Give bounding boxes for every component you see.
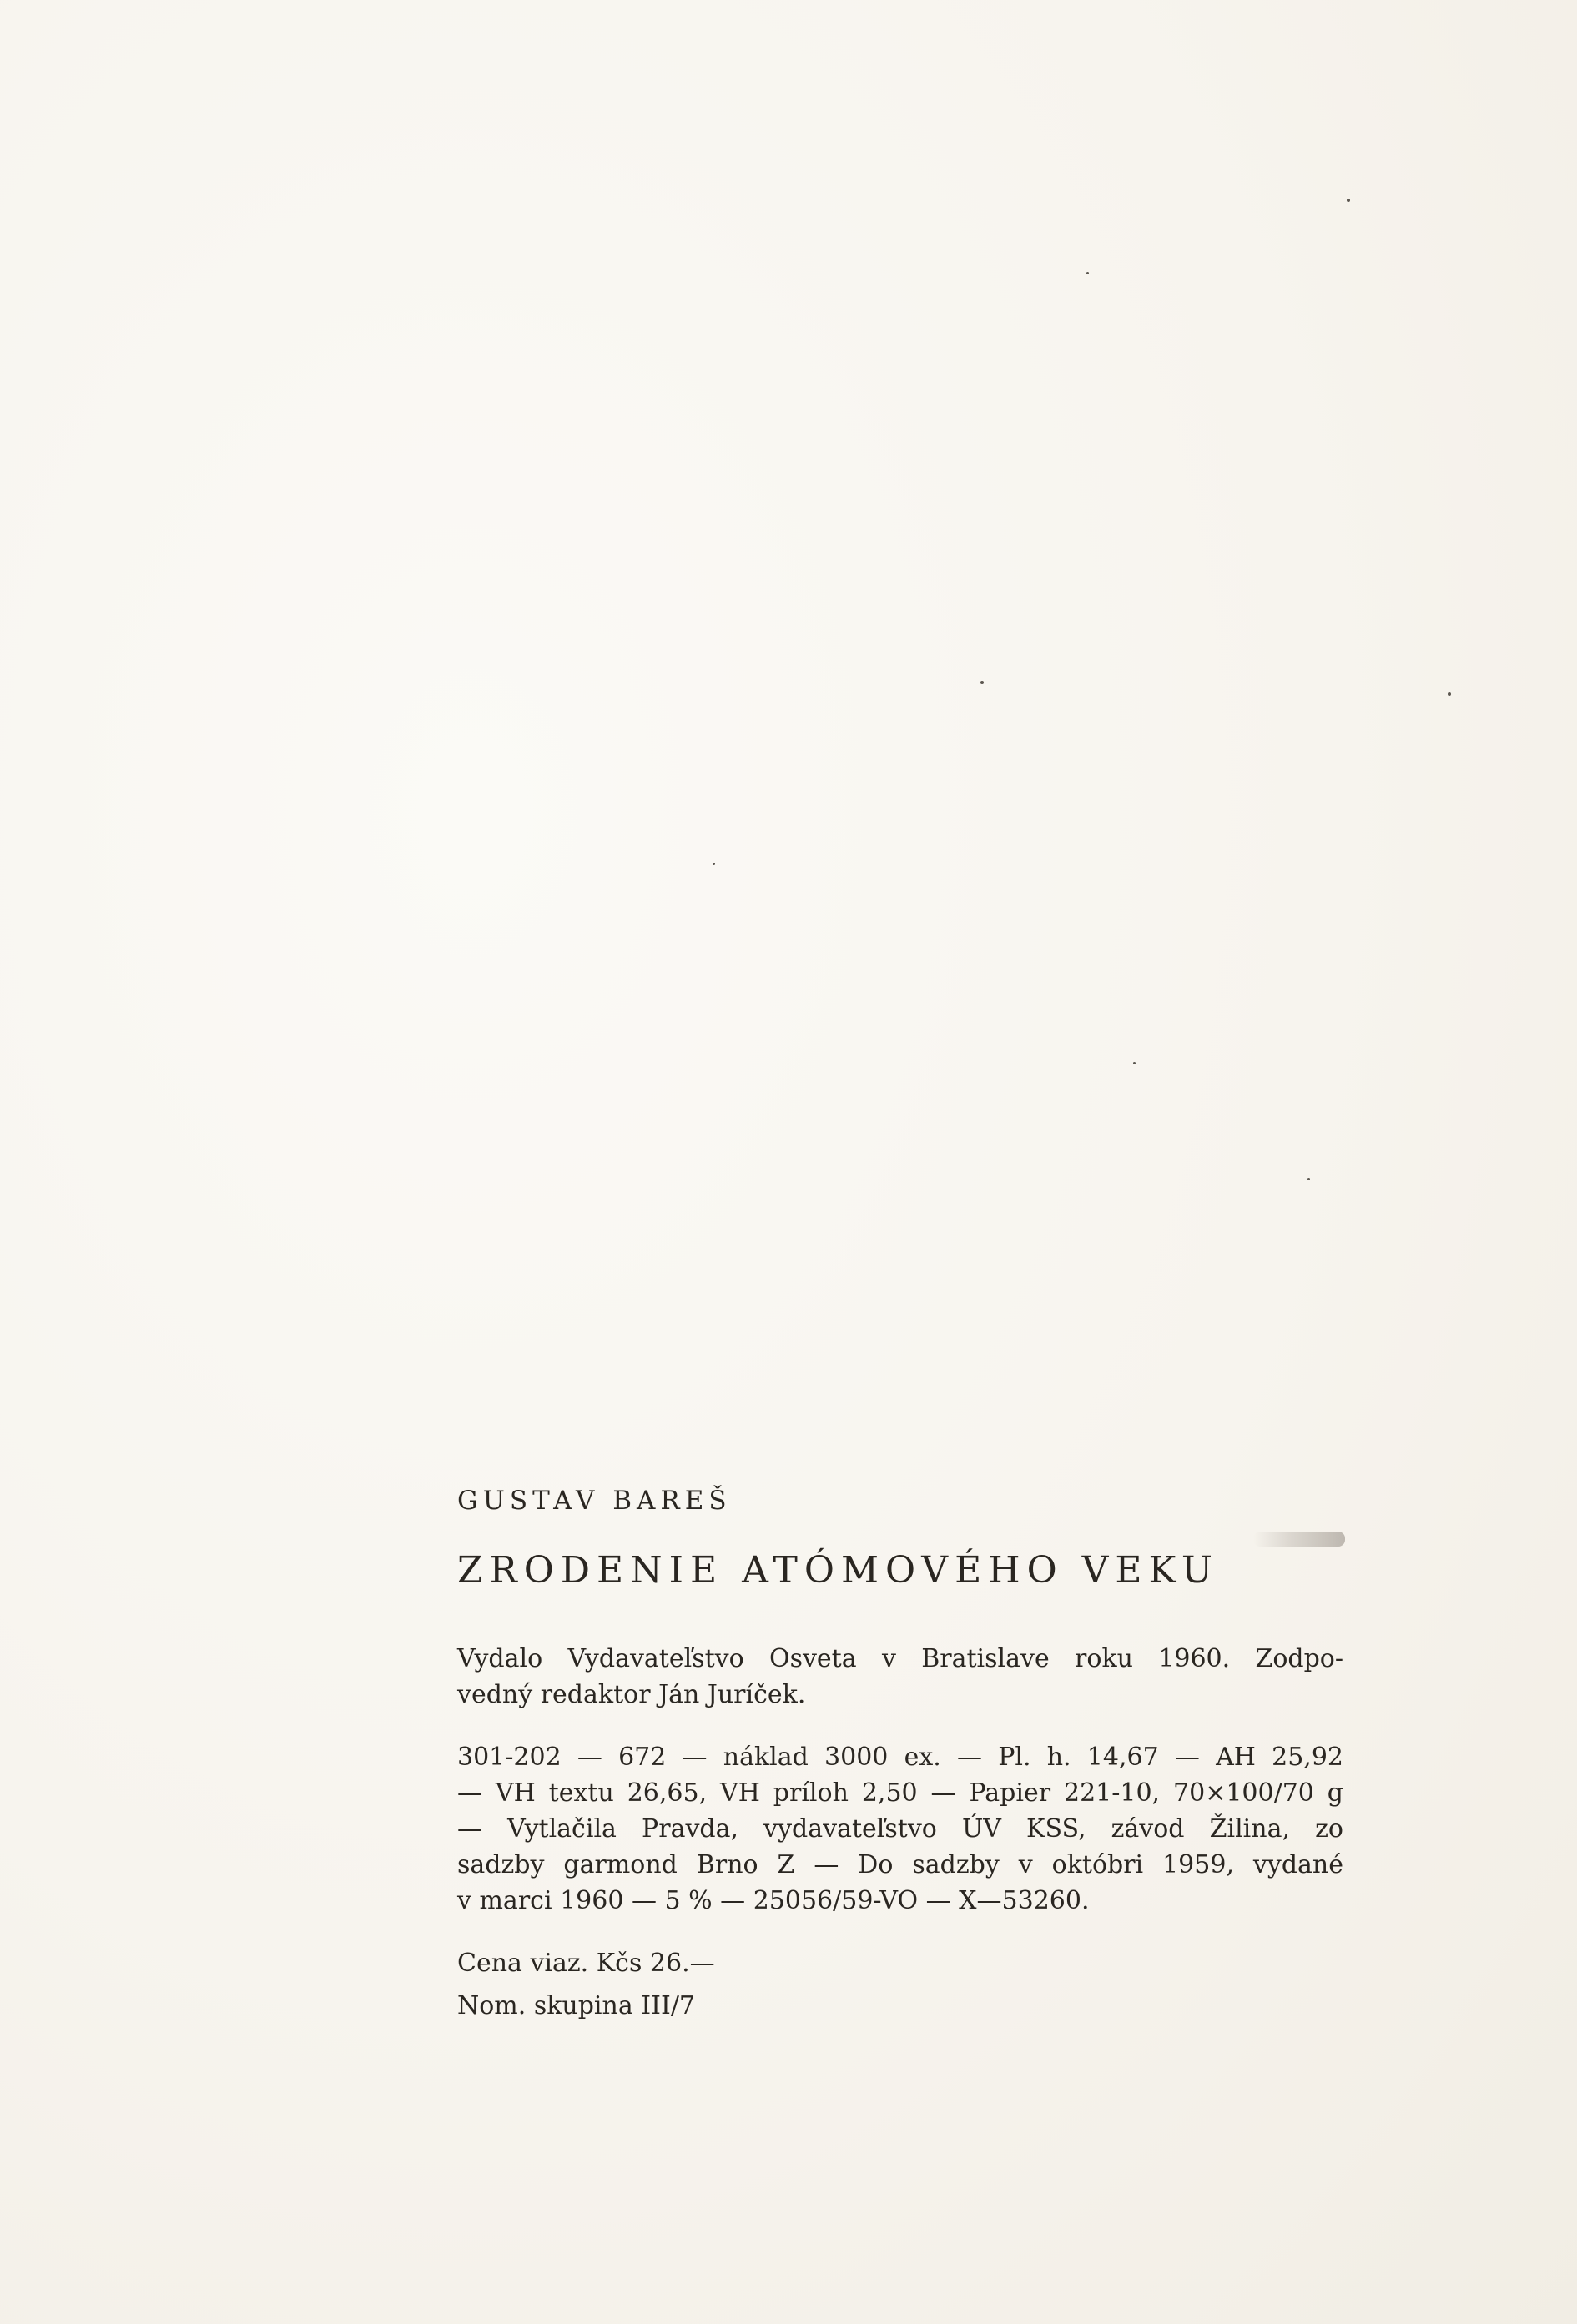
nomenclature-group: Nom. skupina III/7 xyxy=(457,1991,696,2020)
paper-speck xyxy=(1133,1062,1136,1064)
paper-speck xyxy=(1448,692,1451,696)
paper-speck xyxy=(713,863,715,865)
publisher-line: Vydalo Vydavateľstvo Osveta v Bratislave roku 1960. Zodpo- xyxy=(457,1644,1343,1673)
paper-speck xyxy=(1086,272,1089,274)
print-line: v marci 1960 — 5 % — 25056/59-VO — X—53260. xyxy=(457,1886,1090,1915)
author-name: GUSTAV BAREŠ xyxy=(457,1486,732,1516)
paper-speck xyxy=(1347,199,1350,202)
book-title: ZRODENIE ATÓMOVÉHO VEKU xyxy=(457,1549,1219,1592)
publisher-line: vedný redaktor Ján Juríček. xyxy=(457,1680,806,1709)
price: Cena viaz. Kčs 26.— xyxy=(457,1949,715,1978)
print-line: sadzby garmond Brno Z — Do sadzby v októbri 1959, vydané xyxy=(457,1850,1343,1879)
paper-speck xyxy=(1307,1178,1310,1180)
colophon xyxy=(457,1488,1343,2024)
paper-speck xyxy=(980,681,984,684)
print-line: 301-202 — 672 — náklad 3000 ex. — Pl. h. 14,67 — AH 25,92 xyxy=(457,1743,1343,1772)
print-details xyxy=(457,1739,1343,1919)
print-line: — VH textu 26,65, VH príloh 2,50 — Papier 221-10, 70×100/70 g xyxy=(457,1778,1343,1808)
publisher-note xyxy=(457,1641,1343,1713)
print-line: — Vytlačila Pravda, vydavateľstvo ÚV KSS, závod Žilina, zo xyxy=(457,1814,1343,1844)
